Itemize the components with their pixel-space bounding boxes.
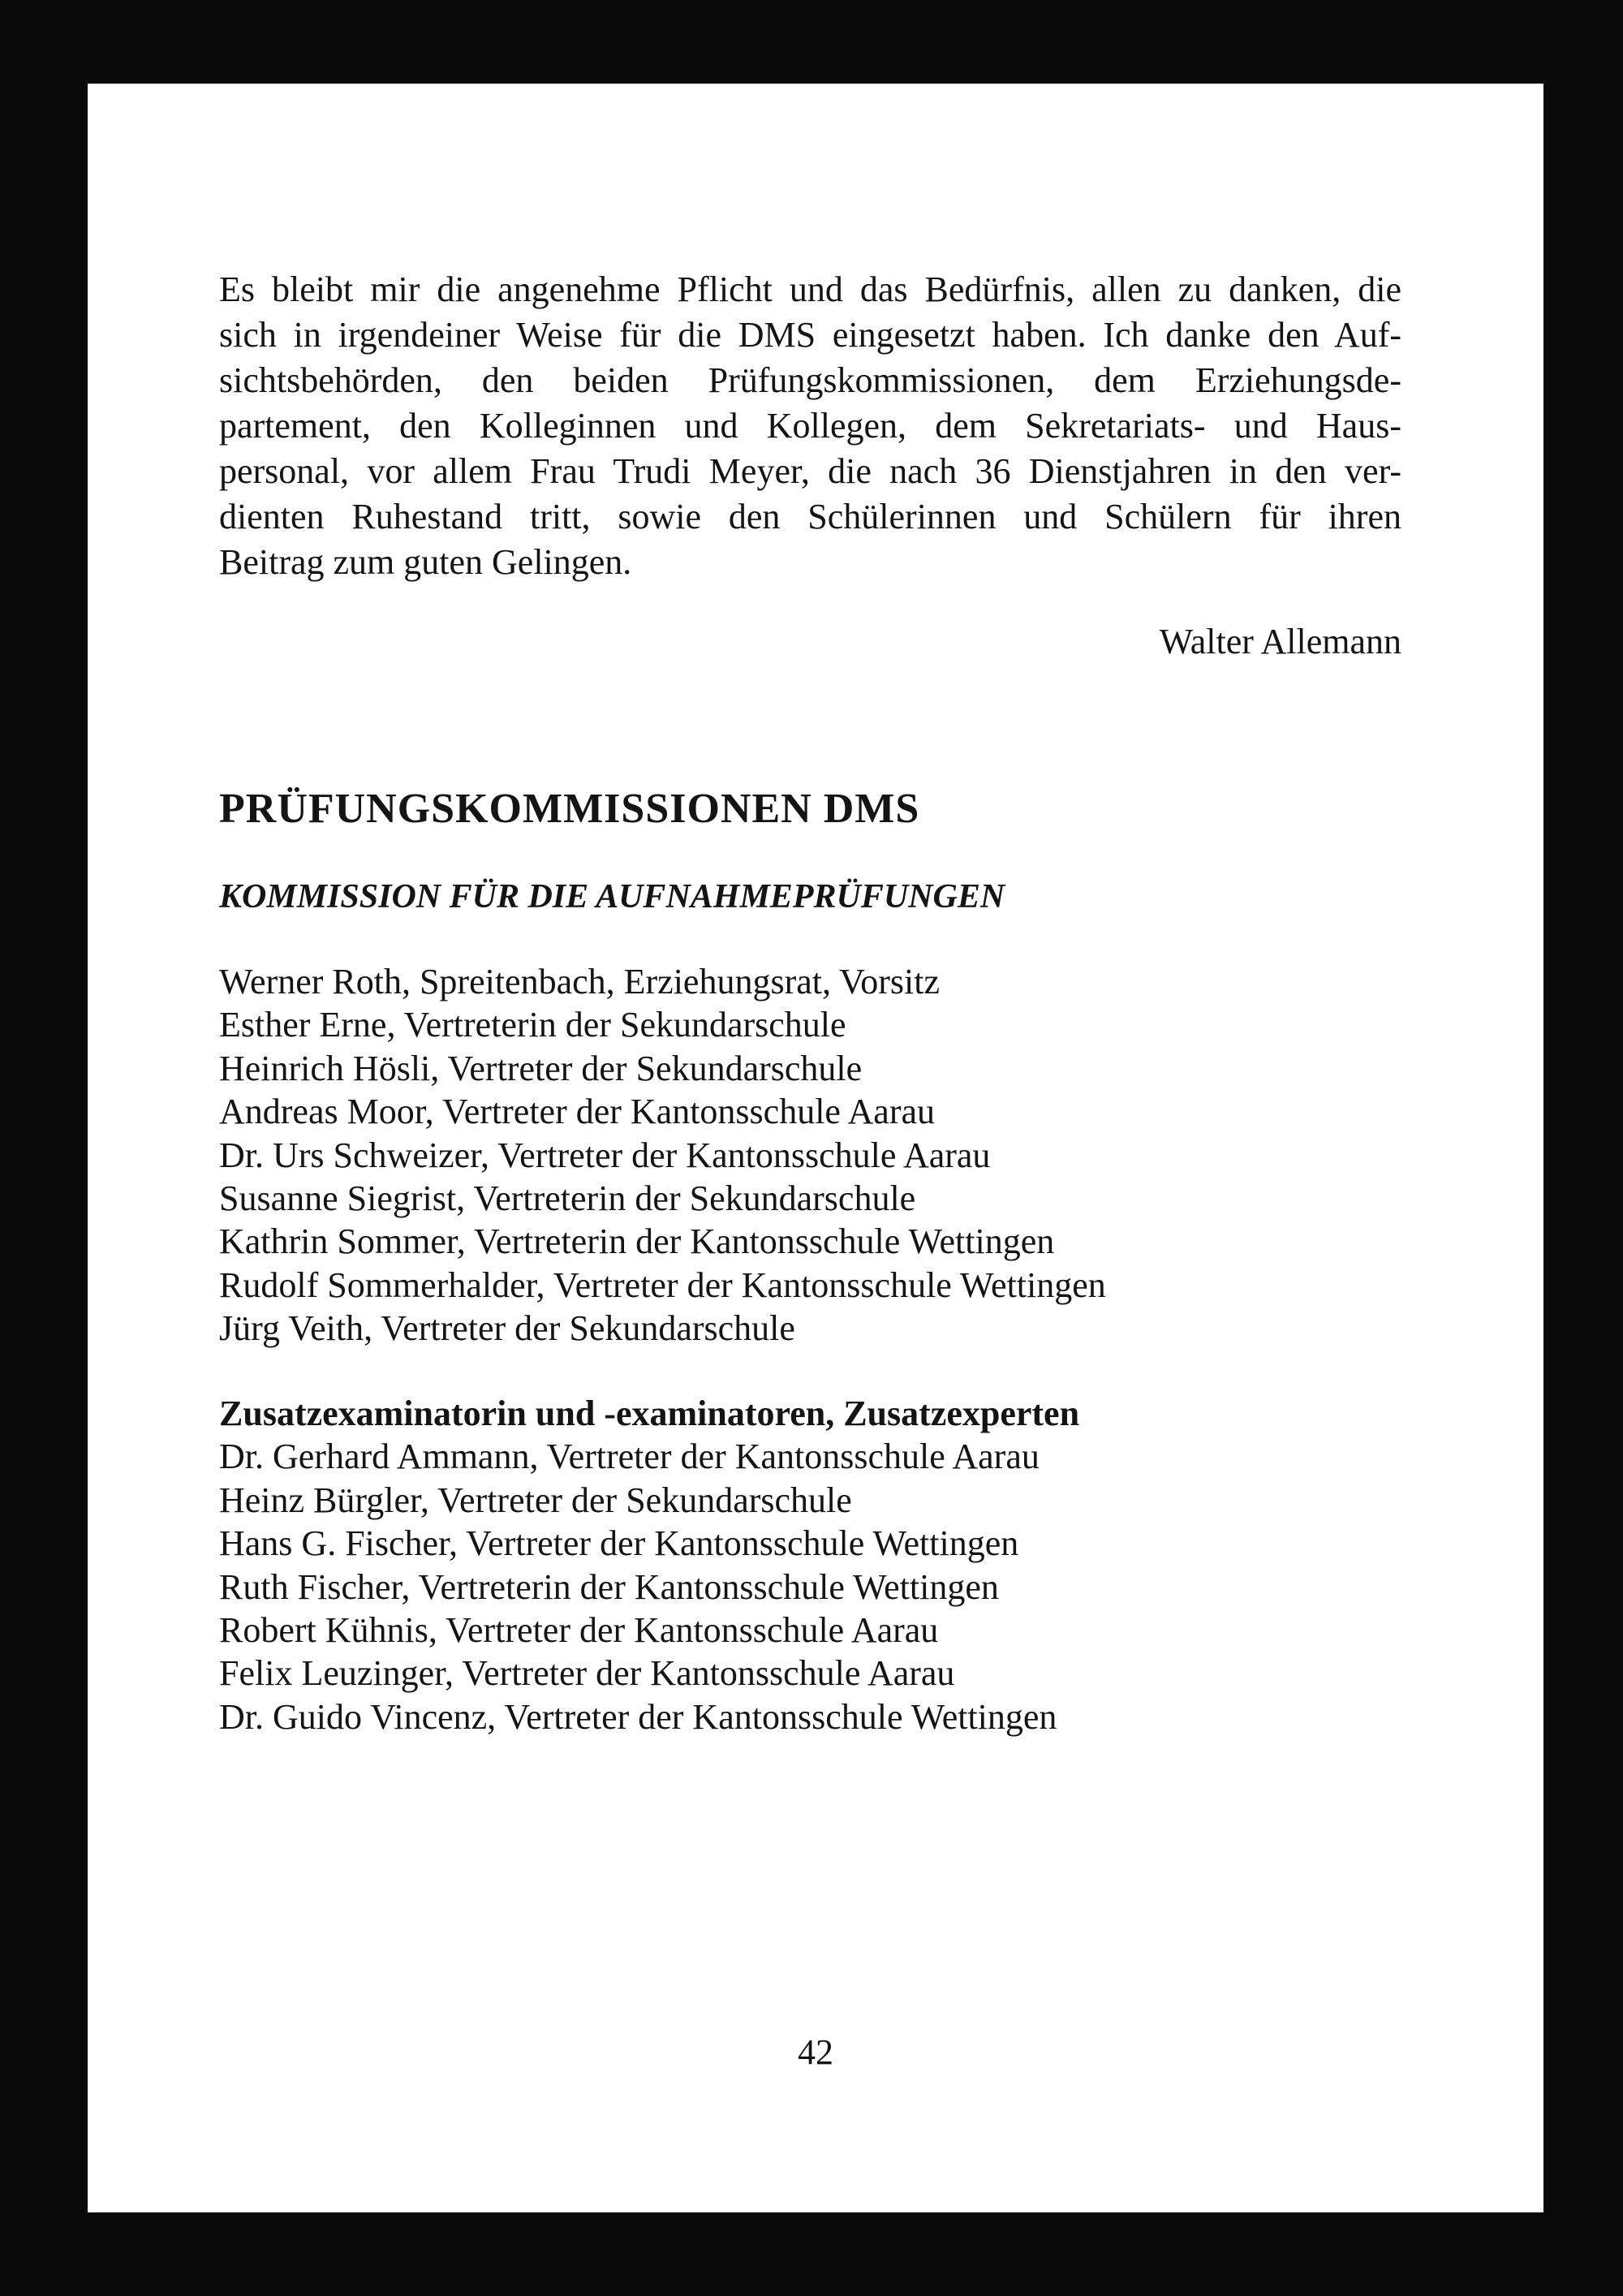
list-item: Jürg Veith, Vertreter der Sekundarschule bbox=[219, 1308, 795, 1349]
list-item: Felix Leuzinger, Vertreter der Kantonsschule Aarau bbox=[219, 1653, 955, 1694]
list-item: Ruth Fischer, Vertreterin der Kantonsschule Wettingen bbox=[219, 1566, 999, 1607]
subsection-heading: KOMMISSION FÜR DIE AUFNAHMEPRÜFUNGEN bbox=[219, 878, 1005, 915]
paragraph-line: Es bleibt mir die angenehme Pflicht und das Bedürfnis, allen zu danken, die bbox=[219, 269, 1401, 309]
section-heading: PRÜFUNGSKOMMISSIONEN DMS bbox=[219, 786, 920, 832]
closing-paragraph bbox=[219, 267, 1401, 585]
list-item: Dr. Gerhard Ammann, Vertreter der Kantonsschule Aarau bbox=[219, 1437, 1040, 1477]
list-item: Susanne Siegrist, Vertreterin der Sekundarschule bbox=[219, 1178, 916, 1219]
examiner-heading: Zusatzexaminatorin und -examinatoren, Zusatzexperten bbox=[219, 1394, 1080, 1433]
list-item: Rudolf Sommerhalder, Vertreter der Kantonsschule Wettingen bbox=[219, 1264, 1106, 1305]
list-item: Heinrich Hösli, Vertreter der Sekundarschule bbox=[219, 1048, 863, 1088]
paragraph-line: dienten Ruhestand tritt, sowie den Schülerinnen und Schülern für ihren bbox=[219, 497, 1401, 536]
signature: Walter Allemann bbox=[1159, 622, 1401, 661]
paragraph-line: sich in irgendeiner Weise für die DMS eingesetzt haben. Ich danke den Auf- bbox=[219, 315, 1401, 355]
paragraph-line: Beitrag zum guten Gelingen. bbox=[219, 542, 632, 582]
list-item: Werner Roth, Spreitenbach, Erziehungsrat, Vorsitz bbox=[219, 962, 941, 1002]
list-item: Dr. Guido Vincenz, Vertreter der Kantonsschule Wettingen bbox=[219, 1696, 1057, 1737]
commission-member-list bbox=[219, 960, 1106, 1350]
list-item: Hans G. Fischer, Vertreter der Kantonsschule Wettingen bbox=[219, 1523, 1019, 1564]
page-number: 42 bbox=[798, 2032, 833, 2072]
list-item: Heinz Bürgler, Vertreter der Sekundarschule bbox=[219, 1480, 852, 1520]
paragraph-line: personal, vor allem Frau Trudi Meyer, die nach 36 Dienstjahren in den ver- bbox=[219, 451, 1401, 491]
list-item: Dr. Urs Schweizer, Vertreter der Kantonsschule Aarau bbox=[219, 1135, 991, 1175]
paragraph-line: sichtsbehörden, den beiden Prüfungskommissionen, dem Erziehungsde- bbox=[219, 360, 1401, 400]
document-page bbox=[88, 84, 1543, 2212]
list-item: Kathrin Sommer, Vertreterin der Kantonsschule Wettingen bbox=[219, 1221, 1055, 1262]
list-item: Esther Erne, Vertreterin der Sekundarschule bbox=[219, 1005, 846, 1045]
examiner-list bbox=[219, 1392, 1079, 1738]
paragraph-line: partement, den Kolleginnen und Kollegen, dem Sekretariats- und Haus- bbox=[219, 406, 1401, 446]
list-item: Robert Kühnis, Vertreter der Kantonsschule Aarau bbox=[219, 1610, 939, 1651]
list-item: Andreas Moor, Vertreter der Kantonsschule Aarau bbox=[219, 1092, 936, 1132]
